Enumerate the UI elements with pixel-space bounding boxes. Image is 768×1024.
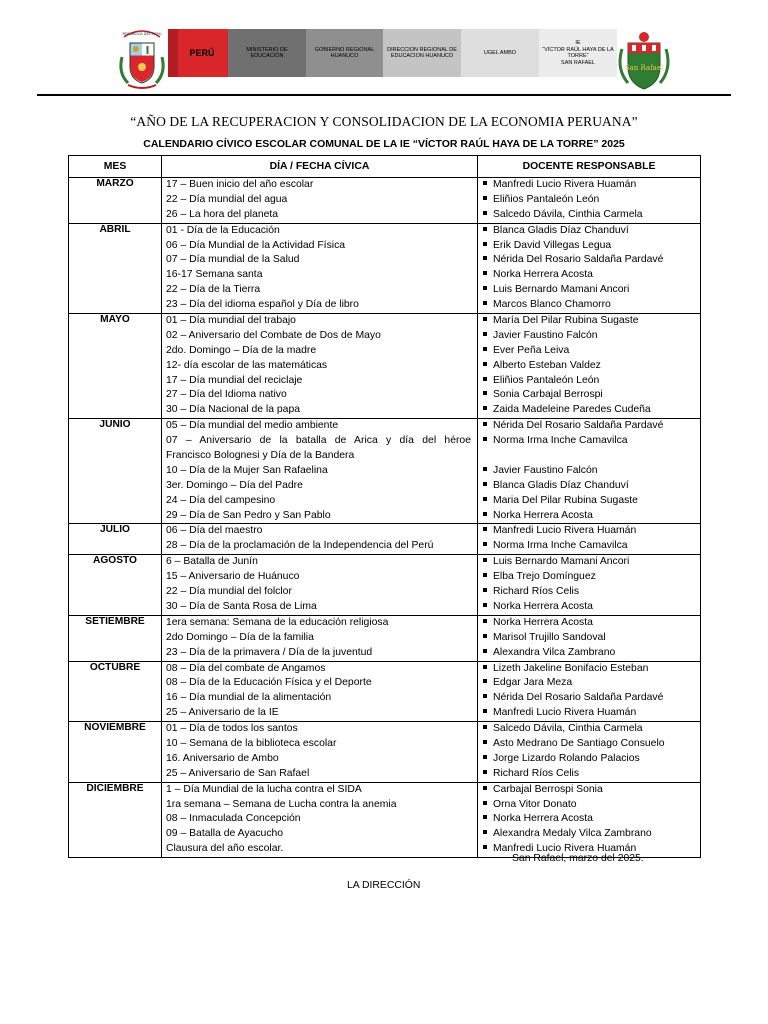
bullet-icon [483,786,487,790]
civic-date-item: 1 – Día Mundial de la lucha contra el SIDA [166,783,362,795]
teacher-name: Orna Vitor Donato [493,798,577,810]
teacher-name: Alexandra Medaly Vilca Zambrano [493,828,652,840]
teacher-item [478,359,700,374]
teacher-name: Luis Bernardo Mamani Ancori [493,284,630,296]
civic-date-item: 6 – Batalla de Junín [166,556,258,568]
bullet-icon [483,588,487,592]
teacher-name: Erik David Villegas Legua [493,239,612,251]
teacher-name: Norka Herrera Acosta [493,269,593,281]
teacher-name: Eliñios Pantaleón León [493,193,600,205]
ugel-label: UGEL AMBO [461,29,539,77]
institution-band [168,29,617,77]
bullet-icon [483,679,487,683]
bullet-icon [483,694,487,698]
teachers-cell [478,178,701,224]
teacher-item [478,585,700,600]
bullet-icon [483,542,487,546]
direccion-regional-label: DIRECCION REGIONAL DE EDUCACION HUANUCO [383,29,461,77]
civic-date-item: 09 – Batalla de Ayacucho [166,828,284,840]
signature-label: LA DIRECCIÓN [347,880,421,891]
bullet-icon [483,634,487,638]
month-cell: MAYO [69,314,162,419]
year-motto: “AÑO DE LA RECUPERACION Y CONSOLIDACION DE LA ECONOMIA PERUANA” [130,114,638,129]
month-cell: JUNIO [69,419,162,524]
teacher-item [478,570,700,585]
teachers-cell [478,615,701,661]
teacher-item [478,193,700,208]
table-row [69,782,701,857]
civic-date-item: 01 - Día de la Educación [166,224,280,236]
bullet-icon [483,271,487,275]
bullet-icon [483,573,487,577]
bullet-icon [483,422,487,426]
table-row [69,722,701,783]
teacher-item [478,403,700,418]
teacher-name: Ever Peña Leiva [493,344,570,356]
month-cell: JULIO [69,524,162,555]
bullet-icon [483,845,487,849]
teacher-item [478,555,700,570]
teacher-item [478,616,700,631]
teacher-item [478,812,700,827]
civic-date-item: 06 – Día Mundial de la Actividad Física [166,239,346,251]
month-cell: DICIEMBRE [69,782,162,857]
teacher-item [478,434,700,449]
table-row [69,615,701,661]
shield-text: REPUBLICA DEL PERÚ [122,32,162,36]
table-title: CALENDARIO CÍVICO ESCOLAR COMUNAL DE LA IE “VÍCTOR RAÚL HAYA DE LA TORRE” 2025 [143,138,625,150]
bullet-icon [483,709,487,713]
civic-date-item: 08 – Día de la Educación Física y el Deporte [166,677,372,689]
bullet-icon [483,347,487,351]
bullet-icon [483,406,487,410]
teacher-name: Manfredi Lucio Rivera Huamán [493,179,637,190]
teacher-name: Norka Herrera Acosta [493,600,593,612]
teacher-name: Manfredi Lucio Rivera Huamán [493,707,637,719]
dates-cell [162,314,478,419]
bullet-icon [483,740,487,744]
teacher-name: Blanca Gladis Díaz Chanduví [493,224,629,236]
teacher-item [478,494,700,509]
bullet-icon [483,815,487,819]
teacher-item [478,722,700,737]
teacher-name: Manfredi Lucio Rivera Huamán [493,525,637,537]
page-header [108,27,672,91]
teachers-cell [478,782,701,857]
civic-date-item: 30 – Día de Santa Rosa de Lima [166,600,317,612]
civic-date-item: 02 – Aniversario del Combate de Dos de Mayo [166,329,381,341]
teacher-item [478,539,700,554]
civic-date-item: 1era semana: Semana de la educación religiosa [166,616,389,628]
bullet-icon [483,211,487,215]
teacher-name: Sonia Carbajal Berrospi [493,389,603,401]
bullet-icon [483,619,487,623]
civic-date-item: 10 – Semana de la biblioteca escolar [166,737,337,749]
bullet-icon [483,497,487,501]
civic-date-item: Francisco Bolognesi y Día de la Bandera [166,450,355,462]
teacher-name: Elba Trejo Domínguez [493,571,596,583]
teacher-item [478,646,700,661]
teacher-item [478,178,700,193]
teacher-item [478,208,700,223]
teacher-item [478,374,700,389]
teacher-item [478,706,700,721]
bullet-icon [483,317,487,321]
teacher-name: Marcos Blanco Chamorro [493,299,611,311]
bullet-icon [483,830,487,834]
bullet-icon [483,286,487,290]
teacher-name: Luis Bernardo Mamani Ancori [493,556,630,568]
bullet-icon [483,467,487,471]
civic-date-item: 28 – Día de la proclamación de la Independencia del Perú [166,540,434,552]
teacher-name: Alexandra Vilca Zambrano [493,646,616,658]
teacher-name: Norka Herrera Acosta [493,813,593,825]
teacher-name: Salcedo Dávila, Cinthia Carmela [493,208,643,220]
teacher-name: Richard Ríos Celis [493,767,580,779]
civic-calendar-table [68,155,701,858]
bullet-icon [483,391,487,395]
civic-date-item: 30 – Día Nacional de la papa [166,404,301,416]
teacher-name: Eliñios Pantaleón León [493,374,600,386]
teacher-name: Asto Medrano De Santiago Consuelo [493,737,665,749]
civic-date-item: 23 – Día del idioma español y Día de libro [166,299,359,311]
table-row [69,661,701,722]
column-header-teacher: DOCENTE RESPONSABLE [478,156,701,178]
teacher-item [478,314,700,329]
bullet-icon [483,603,487,607]
place-date: San Rafael, marzo del 2025. [512,853,644,864]
table-header-row [69,156,701,178]
civic-date-item: Clausura del año escolar. [166,843,284,855]
civic-date-item: 12- día escolar de las matemáticas [166,359,328,371]
teacher-name: María Del Pilar Rubina Sugaste [493,315,639,327]
civic-date-item: 01 – Día mundial del trabajo [166,315,296,327]
month-cell: MARZO [69,178,162,224]
teacher-name: Nérida Del Rosario Saldaña Pardavé [493,420,664,432]
teachers-cell [478,661,701,722]
month-cell: OCTUBRE [69,661,162,722]
teacher-item [478,479,700,494]
teacher-name: Norka Herrera Acosta [493,509,593,521]
civic-date-item: 22 – Día mundial del folclor [166,586,292,598]
teacher-item [478,419,700,434]
civic-date-item: 25 – Aniversario de San Rafael [166,767,310,779]
civic-date-item: 24 – Día del campesino [166,494,276,506]
civic-date-item: 17 – Buen inicio del año escolar [166,179,314,190]
teacher-item [478,827,700,842]
teacher-name: Alberto Esteban Valdez [493,359,601,371]
civic-date-item: 23 – Día de la primavera / Día de la juventud [166,646,373,658]
bullet-icon [483,181,487,185]
teacher-item [478,798,700,813]
peru-coat-of-arms-icon [118,27,166,91]
bullet-icon [483,558,487,562]
civic-date-item: 2do Domingo – Día de la familia [166,631,314,643]
teachers-cell [478,524,701,555]
teacher-name: Manfredi Lucio Rivera Huamán [493,843,637,855]
teacher-name: Nérida Del Rosario Saldaña Pardavé [493,692,664,704]
school-emblem-icon [614,29,674,91]
dates-cell [162,524,478,555]
civic-date-item: 25 – Aniversario de la IE [166,707,279,719]
civic-date-item: 08 – Día del combate de Angamos [166,662,326,674]
teacher-item [478,662,700,677]
civic-date-item: 3er. Domingo – Día del Padre [166,479,303,491]
teacher-item [478,524,700,539]
teacher-item [478,449,700,464]
bullet-icon [483,801,487,805]
column-header-month: MES [69,156,162,178]
civic-date-item: 06 – Día del maestro [166,525,263,537]
teacher-item [478,298,700,313]
teacher-item [478,752,700,767]
school-emblem-text: San Rafael [624,64,664,72]
civic-date-item: 08 – Inmaculada Concepción [166,813,301,825]
dates-cell [162,615,478,661]
month-cell: ABRIL [69,223,162,313]
civic-date-item: 16. Aniversario de Ambo [166,752,279,764]
month-cell: AGOSTO [69,555,162,616]
teacher-name: Javier Faustino Falcón [493,464,598,476]
month-cell: NOVIEMBRE [69,722,162,783]
header-divider [37,94,731,96]
peru-label: PERÚ [168,29,228,77]
teacher-name: Richard Ríos Celis [493,586,580,598]
teacher-item [478,600,700,615]
teacher-name: Norma Irma Inche Camavilca [493,435,628,447]
bullet-icon [483,332,487,336]
table-row [69,555,701,616]
civic-date-item: 07 – Aniversario de la batalla de Arica y día del héroe [166,435,471,447]
teacher-name: Nérida Del Rosario Saldaña Pardavé [493,254,664,266]
bullet-icon [483,725,487,729]
civic-date-item: 17 – Día mundial del reciclaje [166,374,303,386]
bullet-icon [483,242,487,246]
ie-label: IE “VÍCTOR RAÚL HAYA DE LA TORRE” SAN RAFAEL [539,29,617,77]
table-row [69,223,701,313]
table-row [69,524,701,555]
bullet-icon [483,755,487,759]
bullet-icon [483,377,487,381]
teachers-cell [478,555,701,616]
civic-date-item: 15 – Aniversario de Huánuco [166,571,300,583]
teacher-name: Zaida Madeleine Paredes Cudeña [493,404,651,416]
civic-date-item: 22 – Día de la Tierra [166,284,261,296]
teacher-item [478,283,700,298]
teacher-item [478,239,700,254]
teacher-item [478,631,700,646]
table-row [69,419,701,524]
civic-date-item: 22 – Día mundial del agua [166,193,288,205]
bullet-icon [483,301,487,305]
civic-date-item: 16-17 Semana santa [166,269,263,281]
dates-cell [162,555,478,616]
civic-date-item: 27 – Día del Idioma nativo [166,389,287,401]
bullet-icon [483,770,487,774]
bullet-icon [483,649,487,653]
dates-cell [162,661,478,722]
teachers-cell [478,223,701,313]
teacher-item [478,509,700,524]
teachers-cell [478,722,701,783]
bullet-icon [483,256,487,260]
civic-date-item: 07 – Día mundial de la Salud [166,254,300,266]
teacher-name: Carbajal Berrospi Sonia [493,783,603,795]
teachers-cell [478,314,701,419]
teacher-item [478,691,700,706]
civic-date-item: 16 – Día mundial de la alimentación [166,692,332,704]
dates-cell [162,178,478,224]
teacher-name: Marisol Trujillo Sandoval [493,631,606,643]
bullet-icon [483,437,487,441]
teacher-item [478,253,700,268]
column-header-date: DÍA / FECHA CÍVICA [162,156,478,178]
teacher-name: Maria Del Pilar Rubina Sugaste [493,494,638,506]
bullet-icon [483,527,487,531]
teacher-item [478,268,700,283]
bullet-icon [483,482,487,486]
teacher-item [478,737,700,752]
teacher-name: Blanca Gladis Díaz Chanduví [493,479,629,491]
dates-cell [162,223,478,313]
ministerio-label: MINISTERIO DE EDUCACIÓN [228,29,306,77]
civic-date-item: 29 – Día de San Pedro y San Pablo [166,509,331,521]
teacher-name: Jorge Lizardo Rolando Palacios [493,752,640,764]
teacher-item [478,344,700,359]
table-row [69,314,701,419]
teacher-item [478,783,700,798]
teacher-name: Norka Herrera Acosta [493,616,593,628]
teacher-item [478,676,700,691]
teacher-item [478,329,700,344]
teacher-item [478,767,700,782]
teacher-name: Javier Faustino Falcón [493,329,598,341]
bullet-icon [483,665,487,669]
bullet-icon [483,227,487,231]
civic-date-item: 2do. Domingo – Día de la madre [166,344,317,356]
dates-cell [162,782,478,857]
civic-date-item: 01 – Día de todos los santos [166,723,298,735]
teacher-item [478,224,700,239]
teacher-name: Salcedo Dávila, Cinthia Carmela [493,723,643,735]
bullet-icon [483,512,487,516]
month-cell: SETIEMBRE [69,615,162,661]
gobierno-regional-label: GOBIERNO REGIONAL HUANUCO [306,29,383,77]
teacher-name: Lizeth Jakeline Bonifacio Esteban [493,662,649,674]
bullet-icon [483,196,487,200]
table-row [69,178,701,224]
teacher-item [478,464,700,479]
civic-date-item: 05 – Día mundial del medio ambiente [166,420,339,432]
teachers-cell [478,419,701,524]
teacher-name: Edgar Jara Meza [493,677,573,689]
dates-cell [162,419,478,524]
dates-cell [162,722,478,783]
bullet-icon [483,362,487,366]
civic-date-item: 10 – Día de la Mujer San Rafaelina [166,464,328,476]
teacher-item [478,388,700,403]
teacher-name: Norma Irma Inche Camavilca [493,540,628,552]
civic-date-item: 1ra semana – Semana de Lucha contra la anemia [166,798,397,810]
civic-date-item: 26 – La hora del planeta [166,208,279,220]
